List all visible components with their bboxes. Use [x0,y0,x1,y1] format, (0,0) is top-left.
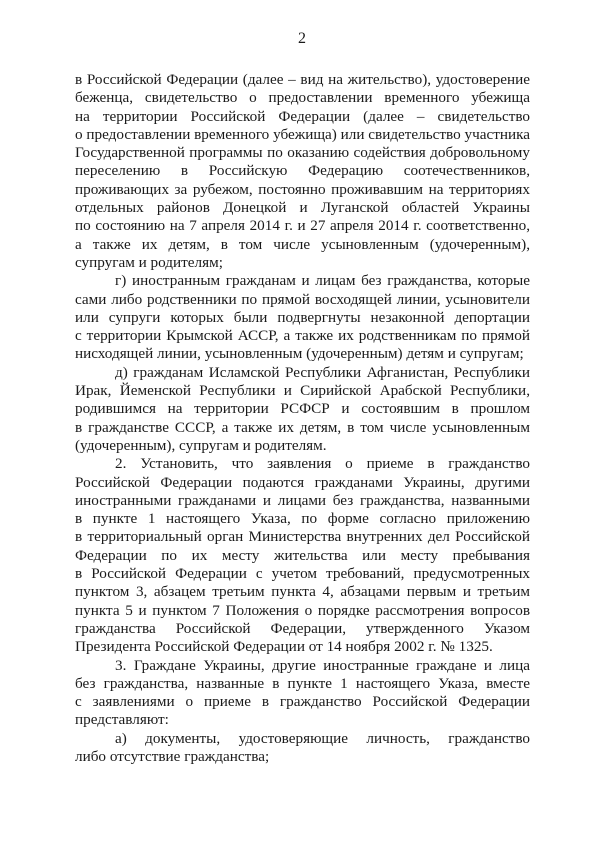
text-line: без гражданства, названные в пункте 1 настоящего Указа, вместе [75,674,530,692]
text-line: по состоянию на 7 апреля 2014 г. и 27 апреля 2014 г. соответственно, [75,217,530,235]
text-line: д) гражданам Исламской Республики Афганистан, Республики [115,363,530,381]
text-line: в пункте 1 настоящего Указа, по форме согласно приложению [75,510,530,528]
text-line: г) иностранным гражданам и лицам без гражданства, которые [115,272,530,290]
page-number: 2 [298,30,306,47]
text-line: либо отсутствие гражданства; [75,747,270,765]
text-line: Государственной программы по оказанию содействия добровольному [75,144,530,162]
text-line: или супруги которых были подвергнуты незаконной депортации [75,308,530,326]
text-line: Президента Российской Федерации от 14 ноября 2002 г. № 1325. [75,638,493,656]
text-line: 2. Установить, что заявления о приеме в гражданство [115,455,530,473]
text-line: с заявлениями о приеме в гражданство Российской Федерации [75,693,530,711]
text-line: в гражданстве СССР, а также их детям, в том числе усыновленным [75,418,530,436]
text-line: 3. Граждане Украины, другие иностранные граждане и лица [115,656,530,674]
text-line: гражданства Российской Федерации, утвержденного Указом [75,619,530,637]
text-line: беженца, свидетельство о предоставлении временного убежища [75,89,530,107]
text-line: а также их детям, в том числе усыновленным (удочеренным), [75,235,530,253]
text-line: иностранными гражданами и лицами без гражданства, названными [75,491,530,509]
text-line: на территории Российской Федерации (далее – свидетельство [75,107,530,125]
text-line: (удочеренным), супругам и родителям. [75,436,327,454]
text-line: в Российской Федерации (далее – вид на жительство), удостоверение [75,71,530,88]
text-line: нисходящей линии, усыновленным (удочеренным) детям и супругам; [75,345,524,363]
text-line: с территории Крымской АССР, а также их родственникам по прямой [75,327,530,345]
text-line: пункта 5 и пунктом 7 Положения о порядке рассмотрения вопросов [75,601,530,619]
text-line: в Российской Федерации с учетом требований, предусмотренных [75,565,530,583]
text-line: супругам и родителям; [75,253,223,271]
text-line: в территориальный орган Министерства внутренних дел Российской [75,528,530,546]
text-line: Федерации по их месту жительства или месту пребывания [75,546,530,564]
text-line: о предоставлении временного убежища) или свидетельство участника [75,125,530,143]
text-line: родившимся на территории РСФСР и состоявшим в прошлом [75,400,530,418]
text-line: Ирак, Йеменской Республики и Сирийской Арабской Республики, [75,382,530,400]
document-body [75,71,530,766]
text-line: а) документы, удостоверяющие личность, гражданство [115,729,530,747]
text-line: представляют: [75,711,169,729]
text-line: сами либо родственники по прямой восходящей линии, усыновители [75,290,530,308]
text-line: отдельных районов Донецкой и Луганской областей Украины [75,199,530,217]
text-line: Российской Федерации подаются гражданами Украины, другими [75,473,530,491]
text-line: пунктом 3, абзацем третьим пункта 4, абзацами первым и третьим [75,583,530,601]
text-line: проживающих за рубежом, постоянно проживавшим на территориях [75,180,530,198]
text-line: переселению в Российскую Федерацию соотечественников, [75,162,530,180]
